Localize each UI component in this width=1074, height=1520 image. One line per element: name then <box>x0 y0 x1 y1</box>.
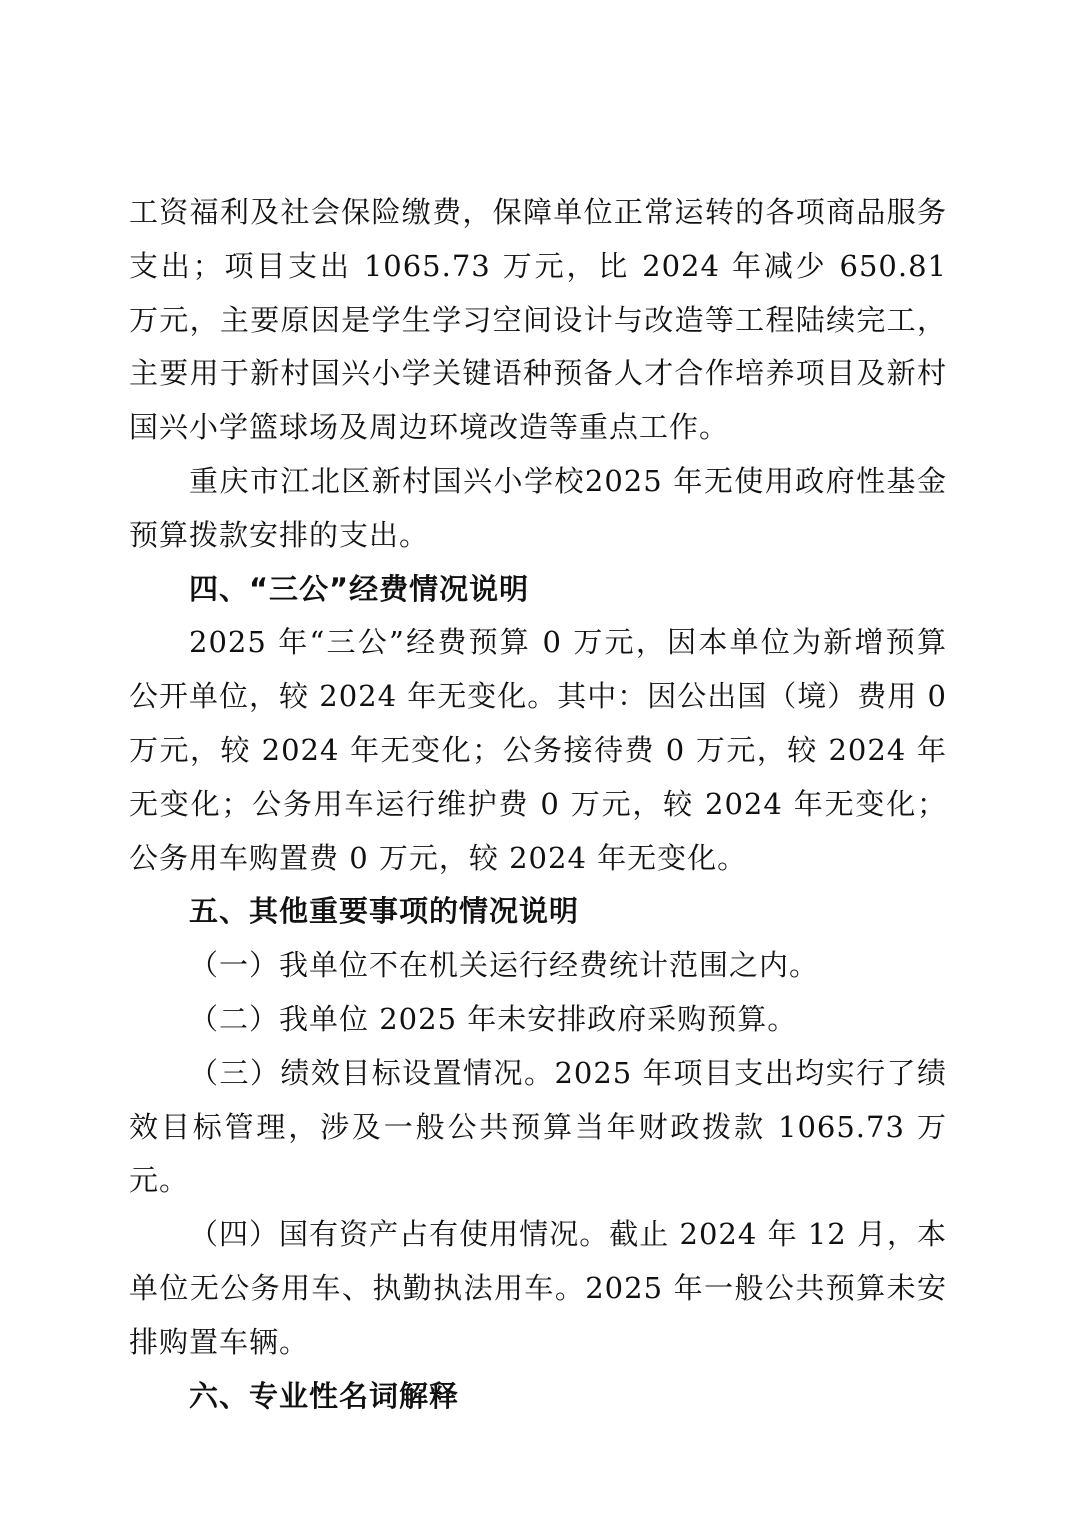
list-item-operating-funds: （一）我单位不在机关运行经费统计范围之内。 <box>189 948 820 983</box>
list-item-procurement: （二）我单位 2025 年未安排政府采购预算。 <box>189 1001 798 1036</box>
paragraph-project-expenditure: 工资福利及社会保险缴费，保障单位正常运转的各项商品服务支出；项目支出 1065.73 万元，比 2024 年减少 650.81 万元，主要原因是学生学习空间设计与改造等工程陆续完工，主要用于新村国兴小学关键语种预备人才合作培养项目及新村国兴小学篮球场及周边环境改造等重点工作。 <box>129 195 947 445</box>
list-item-state-assets: （四）国有资产占有使用情况。截止 2024 年 12 月，本单位无公务用车、执勤执法用车。2025 年一般公共预算未安排购置车辆。 <box>129 1217 947 1359</box>
section-heading-other-matters: 五、其他重要事项的情况说明 <box>189 894 580 929</box>
list-item-performance-goals: （三）绩效目标设置情况。2025 年项目支出均实行了绩效目标管理，涉及一般公共预算当年财政拨款 1065.73 万元。 <box>129 1055 947 1198</box>
paragraph-government-fund: 重庆市江北区新村国兴小学校2025 年无使用政府性基金预算拨款安排的支出。 <box>129 463 947 552</box>
paragraph-three-public-budget: 2025 年“三公”经费预算 0 万元，因本单位为新增预算公开单位，较 2024 年无变化。其中：因公出国（境）费用 0 万元，较 2024 年无变化；公务接待费 0 万元，较 2024 年无变化；公务用车运行维护费 0 万元，较 2024 年无变化；公务用车购置费 0 万元，较 2024 年无变化。 <box>129 625 947 875</box>
section-heading-terms: 六、专业性名词解释 <box>189 1378 460 1413</box>
section-heading-three-public: 四、“三公”经费情况说明 <box>189 571 530 606</box>
document-body <box>129 186 947 1423</box>
